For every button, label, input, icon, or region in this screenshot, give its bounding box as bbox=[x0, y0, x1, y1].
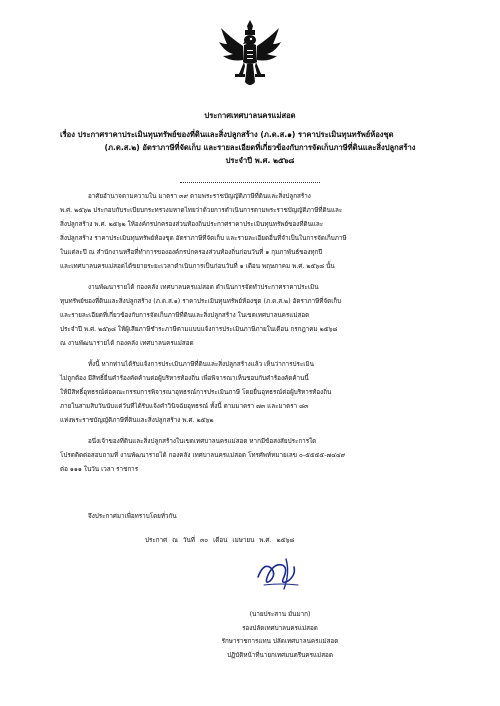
paragraph-appeal bbox=[60, 358, 452, 428]
text-line: ต่อ ๑๑๑ ในวัน เวลา ราชการ bbox=[60, 466, 139, 473]
subject-line: เรื่อง ประกาศราคาประเมินทุนทรัพย์ของที่ดินและสิ่งปลูกสร้าง (ภ.ด.ส.๑) ราคาประเมินทุนทรัพย์ห้องชุด bbox=[60, 130, 394, 139]
text-line: และรายละเอียดที่เกี่ยวข้องกับการจัดเก็บภาษีที่ดินและสิ่งปลูกสร้าง ในเขตเทศบาลนครแม่สอด bbox=[60, 312, 310, 319]
text-line: และเทศบาลนครแม่สอดได้ขยายระยะเวลาดำเนินการเป็นก่อนวันที่ ๑ เดือน พฤษภาคม พ.ศ. ๒๕๖๘ นั้น bbox=[60, 263, 335, 270]
text-line: อาศัยอำนาจตามความใน มาตรา ๓๙ ตามพระราชบัญญัติภาษีที่ดินและสิ่งปลูกสร้าง bbox=[88, 193, 311, 200]
text-line: ให้มีสิทธิ์อุทธรณ์ต่อคณะกรรมการพิจารณาอุทธรณ์การประเมินภาษี โดยยื่นอุทธรณ์ต่อผู้บริหารท้องถิ่น bbox=[60, 389, 332, 396]
subject-block bbox=[60, 128, 460, 167]
text-line: ภายในสามสิบวันนับแต่วันที่ได้รับแจ้งคำวินิจฉัยอุทธรณ์ ทั้งนี้ ตามมาตรา ๗๓ และมาตรา ๘๓ bbox=[60, 403, 309, 410]
text-line: ในแต่ละปี ณ สำนักงานหรือที่ทำการขององค์กรปกครองส่วนท้องถิ่นก่อนวันที่ ๑ กุมภาพันธ์ของทุกปี bbox=[60, 249, 323, 256]
text-line: งานพัฒนารายได้ กองคลัง เทศบาลนครแม่สอด ดำเนินการจัดทำประกาศราคาประเมิน bbox=[88, 284, 319, 291]
signature-icon bbox=[250, 555, 310, 593]
signatory-position: ปฏิบัติหน้าที่นายกเทศมนตรีนครแม่สอด bbox=[227, 651, 333, 659]
signatory-block bbox=[200, 608, 360, 662]
signatory-position: รองปลัดเทศบาลนครแม่สอด bbox=[242, 624, 318, 632]
text-line: สิ่งปลูกสร้าง พ.ศ. ๒๕๖๒ ให้องค์กรปกครองส่วนท้องถิ่นประกาศราคาประเมินทุนทรัพย์ของที่ดินและ bbox=[60, 221, 324, 228]
signatory-name: (นายประสาน มั่นมาก) bbox=[249, 611, 311, 618]
subject-line: ประจำปี พ.ศ. ๒๕๖๘ bbox=[225, 156, 295, 165]
announcement-date: ประกาศ ณ วันที่ ๓๐ เดือน เมษายน พ.ศ. ๒๕๖๘ bbox=[145, 537, 295, 544]
text-line: อนึ่งเจ้าของที่ดินและสิ่งปลูกสร้างในเขตเทศบาลนครแม่สอด หากมีข้อสงสัยประการใด bbox=[88, 438, 317, 445]
text-line: ทั้งนี้ หากท่านได้รับแจ้งการประเมินภาษีที่ดินและสิ่งปลูกสร้างแล้ว เห็นว่าการประเมิน bbox=[88, 361, 314, 368]
body-text bbox=[60, 190, 452, 484]
text-line: ไม่ถูกต้อง มีสิทธิ์ยื่นคำร้องคัดค้านต่อผู้บริหารท้องถิ่น เพื่อพิจารณาเห็นชอบกับคำร้องคัดค้านนี้ bbox=[60, 375, 309, 382]
divider bbox=[180, 182, 320, 183]
paragraph-revenue bbox=[60, 281, 452, 351]
paragraph-authority bbox=[60, 190, 452, 274]
garuda-emblem-icon bbox=[217, 18, 283, 90]
closing-notice: จึงประกาศมาเพื่อทราบโดยทั่วกัน bbox=[88, 513, 177, 520]
document-title: ประกาศเทศบาลนครแม่สอด bbox=[204, 111, 296, 120]
signatory-position: รักษาราชการแทน ปลัดเทศบาลนครแม่สอด bbox=[221, 638, 339, 645]
text-line: แห่งพระราชบัญญัติภาษีที่ดินและสิ่งปลูกสร้าง พ.ศ. ๒๕๖๒ bbox=[60, 417, 214, 424]
text-line: สิ่งปลูกสร้าง ราคาประเมินทุนทรัพย์ห้องชุด อัตราภาษีที่จัดเก็บ และรายละเอียดอื่นที่จำเป็นในการจัดเก็บภาษี bbox=[60, 235, 347, 242]
paragraph-contact bbox=[60, 435, 452, 477]
subject-line: (ภ.ด.ส.๒) อัตราภาษีที่จัดเก็บ และรายละเอียดที่เกี่ยวข้องกับการจัดเก็บภาษีที่ดินและสิ่งปลูกสร้าง bbox=[104, 143, 416, 152]
text-line: โปรดติดต่อสอบถามที่ งานพัฒนารายได้ กองคลัง เทศบาลนครแม่สอด โทรศัพท์หมายเลข ๐-๕๕๕๕-๗๔๔๙ bbox=[60, 452, 346, 459]
text-line: ณ งานพัฒนารายได้ กองคลัง เทศบาลนครแม่สอด bbox=[60, 340, 194, 347]
text-line: ทุนทรัพย์ของที่ดินและสิ่งปลูกสร้าง (ภ.ด.ส.๑) ราคาประเมินทุนทรัพย์ห้องชุด (ภ.ด.ส.๒) อัตราภาษีที่จัดเก็บ bbox=[60, 298, 342, 305]
text-line: พ.ศ. ๒๕๖๒ ประกอบกับระเบียบกระทรวงมหาดไทยว่าด้วยการดำเนินการตามพระราชบัญญัติภาษีที่ดินและ bbox=[60, 207, 343, 214]
text-line: ประจำปี พ.ศ. ๒๕๖๘ ให้ผู้เสียภาษีชำระภาษีตามแบบแจ้งการประเมินภาษีภายในเดือน กรกฎาคม ๒๕๖๘ bbox=[60, 326, 338, 333]
